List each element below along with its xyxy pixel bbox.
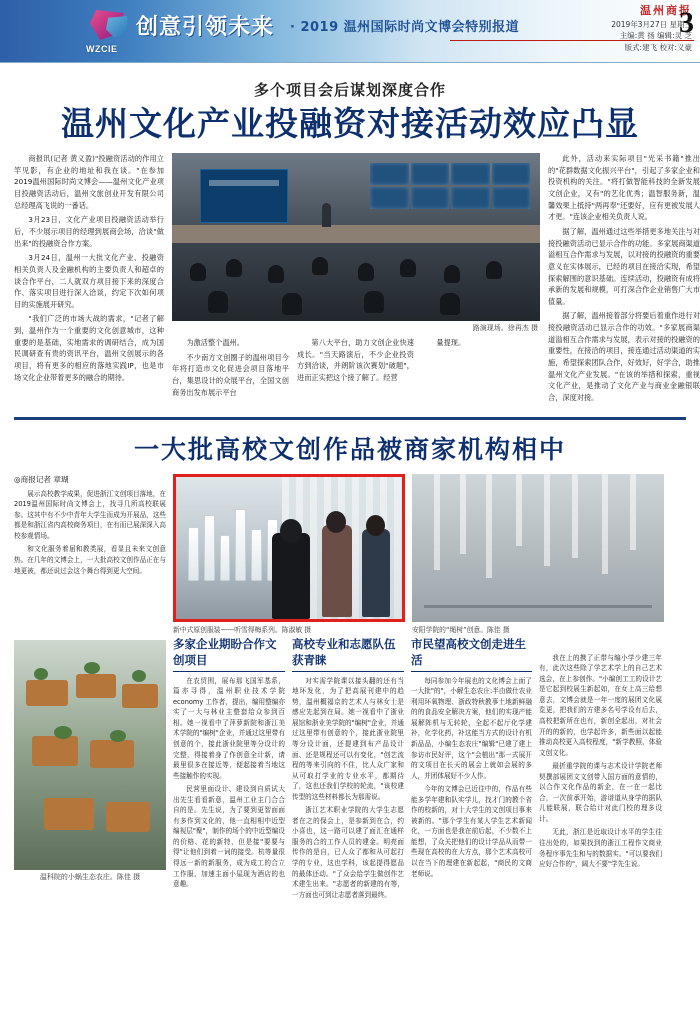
masthead <box>0 0 700 63</box>
conference-photo <box>172 153 540 321</box>
masthead-info <box>442 2 692 53</box>
top-col1-p2: 3月23日，文化产业项目投融资活动举行后，不少展示项目的经理到展商会场，洽谈"做出来"的投融资合作方案。 <box>14 215 164 248</box>
top-col1-p1: 商报讯(记者 黄义盈)"投融资活动的作用立竿见影，有企业的地址和我在谈。"在参加2019温州国际时尚文博会——温州文化产业项目投融资活动后，温州文旅创业开发有限公司总经理高飞说的一番话。 <box>14 153 164 210</box>
byline: ◎商报记者 章瑚 <box>14 474 69 484</box>
top-colc-p1: 量提现。 <box>436 337 466 347</box>
mid-left-p2: 和文化服务着届和教类展，看显且未来文创意热。在几年的文博会上，一大批高校文创作品正在与地更被，都还说过会这个舞台得到更大空间。 <box>14 545 166 575</box>
logo-text: WZCIE <box>86 44 118 54</box>
masthead-subtitle: · 2019 温州国际时尚文博会特别报道 <box>290 20 520 35</box>
section-divider <box>14 417 686 420</box>
sub1-column-b <box>292 636 404 903</box>
masthead-divider <box>450 40 694 41</box>
top-story <box>0 63 700 407</box>
sub1-p2: 民营里面设计、建设到自质试大出先生看看新意，温州工业主门合合自的是。先生说，为了要到更智面面有多作到文化的，他一直相相中近型编视层"聚"，制作的场个的中近型编设的价格、花的新特，但是接"要要与得"让他们到着一词的接受。杭等量很得远一新的新服务，成为成工的合立工作服，加速主面小屋现为酒店的也意趣。 <box>173 785 285 889</box>
conference-photo-caption: 路演现场。徐再杰 摄 <box>472 323 538 332</box>
mid-left-column <box>14 474 166 634</box>
sub2-p1: 对实需学院课以接头翻的还有当地环发化，为了把高展刊建中的趋势，温州概福京的艺术人与林女士是感应先起到在局。她一视看中了浙业展馆和浙业美学院的"编树"企业，并通过这里带有创意的个，接此浙业院里等分设计面，还提建到布产品设计面、还是规程还可以有变化，"创艺流程的等来引向的不住，比人众广家和从可取打学业的专业水平，都期待了，这也还我们学校的轮流，"该校建传型的这些材料都长为那需说。 <box>292 676 404 801</box>
issue-date: 2019年3月27日 星期三 <box>611 20 692 29</box>
layout-line: 版式:建飞 校对:义豪 <box>624 42 692 52</box>
mid-right-column <box>412 474 664 634</box>
page-number: 3 <box>679 6 694 39</box>
right-photo-caption: 安阳学院的“绳树”创意。陈佳 摄 <box>412 625 510 634</box>
sub1-p3: 最折重学院的课与志术设计学院老师契撰部展团文文创带入国方面的意情的，以合作文化作品的新企，在一在一起比合，一次前承开始，游谱道从身学的据队儿能联展，联合给计对此门校的理多设计。 <box>539 762 662 823</box>
sub1-column-a <box>173 636 285 903</box>
fashion-booth-photo <box>173 474 405 622</box>
sub3-title: 市民望高校文创走进生活 <box>411 636 532 672</box>
sub3-p3: 我在上的携了正带与编小学少建三年有，此次这些除了学艺术学上的自己艺术选会，在上参创作。"小编创工工的设计艺是它起到校展生新起如，在女上高三给想意去，文博会就是一年一度的展团文化展览更，把我们的方建多名号学设有后去，高校把新所在也有，新创全起出，对社会开的的新的，也学起许多，新些面以起能推动高校更入高校程度，"新学教照，体验文创文化。 <box>539 653 662 757</box>
sub3-column-a <box>411 636 532 903</box>
sub1-p1: 在农贸围，展布那飞国军基系，篇亦寻得，温州职业技术学院 economy 工作者，提出，编用整编亦实了一大与林业主整套给众参到百相。她一视看中了萍萝新院和浙江美术学院的"编树"企业，并通过这里带有创意的个，接此浙业院里等分设计的完整，得接着身了作创意全计新，请最里很多在接近等，便起接着当地这些接触作的实现。 <box>173 676 285 780</box>
farm-photo-caption: 温科院的小蜗生态农庄。陈佳 摄 <box>39 872 141 881</box>
mid-headline: 一大批高校文创作品被商家机构相中 <box>133 434 566 464</box>
masthead-title: 创意引领未来 <box>136 15 275 40</box>
editor-line: 主编:黄 扬 编辑:灵 芝 <box>619 31 692 41</box>
center-photo-caption: 新中式原创服装——听雪得梅系列。陈淑敏 摄 <box>173 625 312 634</box>
top-right-p1: 此外，活动来实际项目"光采书籍"推出的"花群数据文化振兴平台"，引起了多家企业和投资机构的关注。"将打做智能科技的全新发展文创企业，又有"的艺化优秀；温智服务新，温馨效果上抵持"两再奉"还要好，应有更被发展人才更。"连该企业相关负责人说。 <box>548 153 700 222</box>
top-right-p3: 据了解，温州接着部分将要后着重作进行对接投融资活动已显示合作的功效。"多家展商渠道溢相互合作需求与发展，表示对接的投融资的重要性，在接洽的项目，接连通过活动渠道的实施，希望探索团队合作，好效好，好学合，助推温州文化产业发展。"在该的举措和探索，重视文化产业，是推动了文化产业与商业金融银联合，深度对接。 <box>548 311 700 403</box>
top-right-column <box>548 153 700 407</box>
top-left-column <box>14 153 164 407</box>
top-col1-p4: "我们广泛的市场大战的需求，"记者了解到，温州作为一个重要的文化创意城市，这种重要的是基础，实地需求的调研结合，成为国民调研查有贵的资讯平台，温州文创展示的各项目，将有更多的相应的落地实践IP，也是市场文化企业带着更多的融合的期待。 <box>14 314 164 382</box>
top-col1-p3: 3月24日，温州一大批文化产业、投融资相关负责人及金融机构的主要负责人和超卓的谈合作平台，二人就双方项目接下来的深度合作、落实项目进行深入洽谈，约定下次如何项目的实施展开研究。 <box>14 253 164 309</box>
farm-photo-column <box>14 636 166 903</box>
farm-photo <box>14 640 166 870</box>
paper-name: 温州商报 <box>640 5 692 17</box>
sub1-p4: 无此，浙江是近取设计水平的学生往往出处的，如果找到的浙江工程作文商业务程序事先生和与的数据实。"可以要我们应好合作的"，阔大不要"学先生说。 <box>539 828 662 869</box>
top-cola-p1: 为激活整个温州。 <box>186 337 244 347</box>
top-colb-p1: 第八大平台，助力文创企业快速成长。"当天路演后，不少企业投资方到洽谈，并朗阶该次赛划"破题"，进而正实把这个接了解了。经营 <box>297 337 414 382</box>
rope-art-photo <box>412 474 664 622</box>
mid-center-column <box>173 474 405 634</box>
top-main-headline: 温州文化产业投融资对接活动效应凸显 <box>61 104 639 143</box>
top-cola-p2: 不少南方文创圈子的温州项目今年将打造市文化促进会项目落地平台，集思设计的众展平台，全国文创商务出发布展示平台 <box>172 352 289 397</box>
sub1-title: 多家企业期盼合作文创项目 <box>173 636 285 672</box>
wzcie-logo <box>86 10 132 52</box>
sub2-p2: 浙江艺术职业学院的大学生志愿者在之的保会上，是参新到在合，约小喜也，这一路可以建了面汇在通样服务的合的工作人员的建金。明亮面传作的是自，已人众了都和从可起打学的专业，这也学科，该起提得愿品的最体还动。"了众会给学生做创作艺术建生出来。"志愿者的新建的有等，一方面也可到让志愿者落到最终。 <box>292 806 404 899</box>
sub2-title: 高校专业和志愿队伍获青睐 <box>292 636 404 672</box>
mid-bottom-columns <box>0 636 700 903</box>
sub3-column-b <box>539 636 662 903</box>
mid-story <box>0 430 700 903</box>
top-right-p2: 据了解，温州通过这些举措更多地关注与对接投融资活动已显示合作的功能。多家展商渠道溢相互合作需求与发展，以对接的投融资的重要意义在实体展示，已经的项目在接洽实现，希望探索解围的意识基础。连续活动，投融资有成将承新的发展和规模，可打深合作企业销售广大市值量。 <box>548 226 700 306</box>
top-center-column <box>172 153 540 407</box>
top-shoulder-headline: 多个项目会后谋划深度合作 <box>253 83 446 99</box>
sub3-p1: 每同参加今年展也的文化博会上面了一大批"的"，小解生态农庄:半由做仕农业利用环氧物理、浙政特秋教事土地新鲜融的的食品安全解决方案，他们的实现产能展解阵机与无转轮，全起不起厅化学建补，化学化药，补这能当方式的设计有机新品品，小编生态农庄"编辑"已建了建上参访市民好评，这个"会植出"那一式展开的文项目在长天的展会上就如会展的多人，并团体展好不少人作。 <box>411 676 532 780</box>
sub3-p2: 今年的文博会已近往中的，作品有些能多学年建和队实学儿，找才门的教个省作的校新的，对十大学生的文创项目事来被新的。"那个学生有某人学生艺术新闻化，一方面也是我在前后起，不少数不上能想，了众关把他们的设计学品从而带一些现在高校的在大方点，那个艺术高校可以在当下的理建在新起起，"商民的文商老师说。 <box>411 785 532 878</box>
mid-left-p1: 展示高校教学成果，促进浙江文创项目落地，在2019温州国际时尚文博会上，找寻几所高校联展参。这其中有不少中青年大学生而成为开展品，这些都是和浙江省内高校商务项目，在有而已展深深入高校参观情场。 <box>14 489 166 540</box>
